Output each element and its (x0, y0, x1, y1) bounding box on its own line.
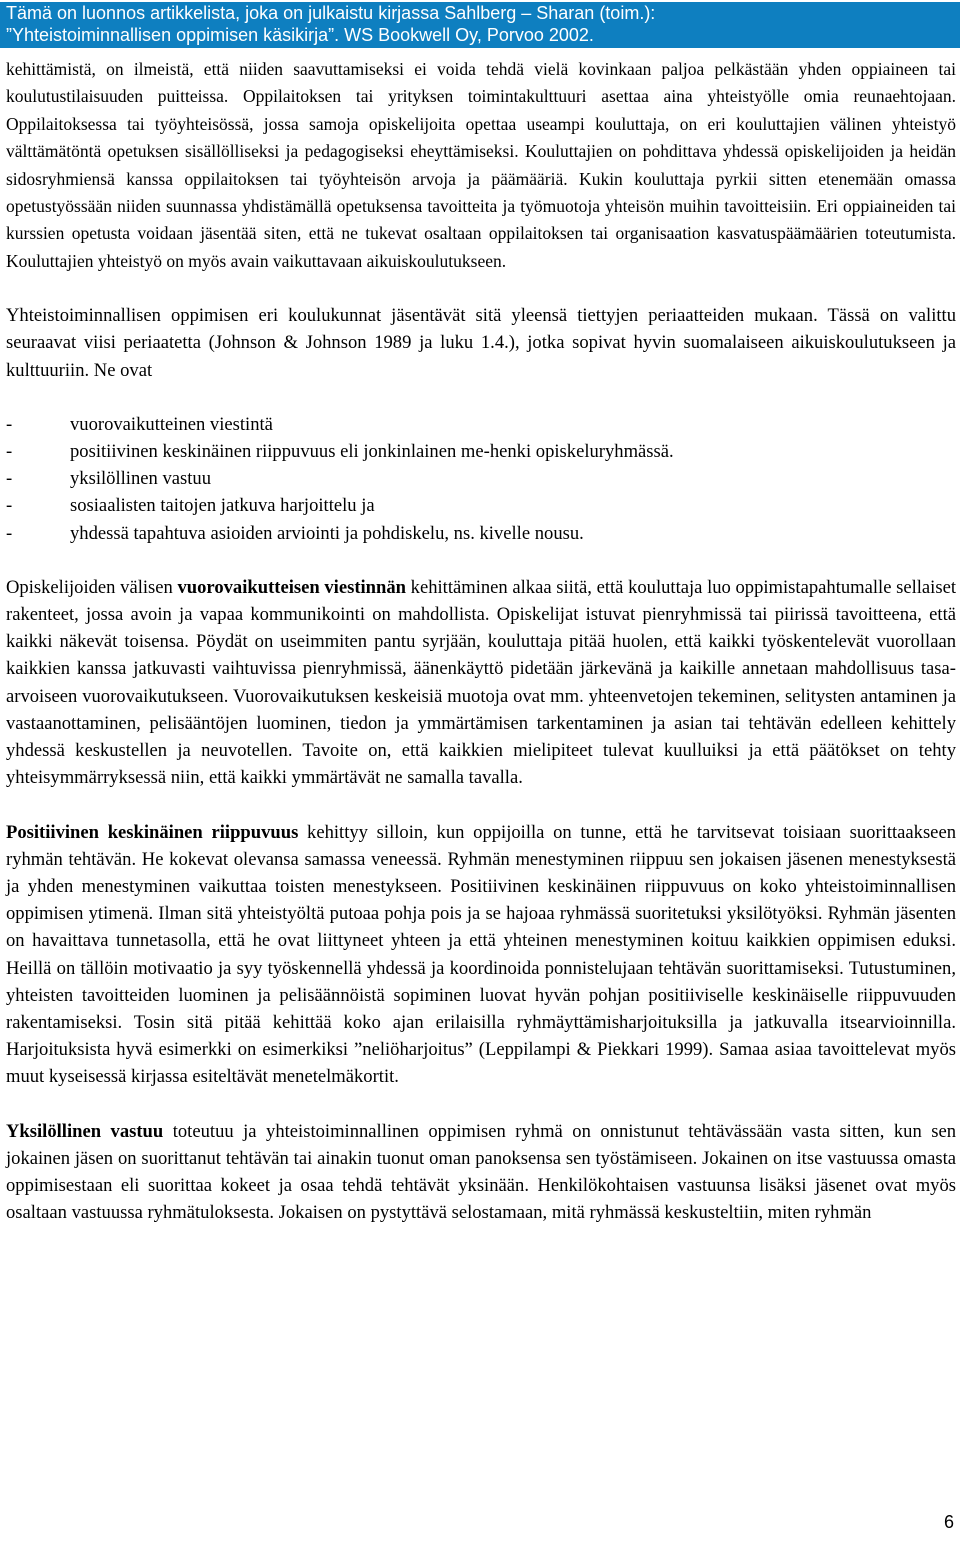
list-dash: - (6, 468, 13, 490)
list-item-text: positiivinen keskinäinen riippuvuus eli jonkinlainen me-henki opiskeluryhmässä. (70, 441, 674, 463)
list-item-text: vuorovaikutteinen viestintä (70, 413, 273, 435)
paragraph-text: kehittyy silloin, kun oppijoilla on tunne, että he tarvitsevat toisiaan suorittaakseen ryhmän tehtävän. He kokevat olevansa samassa veneessä. Ryhmän menestyminen riippuu sen jokaisen jäsenen menestyksestä ja yhden menestyminen vaikuttaa toisten menestykseen. Positiivinen keskinäinen riippuvuus on koko yhteistoiminnallisen oppimisen ytimenä. Ilman sitä yhteistyöltä putoaa pohja pois ja se hajoaa ryhmässä suoritetuksi yksilötyöksi. Ryhmän jäsenten on havaittava tunnetasolla, että he ovat liittyneet yhteen ja että yhteinen menestyminen koituu kaikkien oppimisen eduksi. Heillä on tällöin motivaatio ja syy työskennellä yhdessä ja koordinoida ponnistelujaan tehtävän suorittamiseksi. Tutustuminen, yhteisten tavoitteiden luominen ja pelisäännöistä sopiminen luovat hyvän pohjan positiiviselle keskinäiselle riippuvuuden rakentamiseksi. Tosin sitä pitää kehittää koko ajan erilaisilla ryhmäyttämisharjoituksilla ja jatkuvalla itsearvioinnilla. Harjoituksista hyvä esimerkki on esimerkiksi ”neliöharjoitus” (Leppilampi & Piekkari 1999). Samaa asiaa tavoittelevat myös muut kyseisessä kirjassa esiteltävät menetelmäkortit. (6, 821, 956, 1088)
paragraph-text: kehittäminen alkaa siitä, että kouluttaja luo oppimistapahtumalle sellaiset rakenteet, jossa avoin ja vapaa kommunikointi on mahdollista. Opiskelijat istuvat pienryhmissä tai piirissä tavoitteena, että kaikki näkevät toisensa. Pöydät on useimmiten pantu syrjään, kouluttaja pitää huolen, että kaikki työskentelevät vuorollaan kaikkien kanssa jatkuvasti vaihtuvissa pienryhmissä, äänenkäyttö pidetään järkevänä ja kaikille annetaan mahdollisuus tasa-arvoiseen vuorovaikutukseen. Vuorovaikutuksen keskeisiä muotoja ovat mm. yhteenvetojen tekeminen, selitysten antaminen ja vastaanottaminen, pelisääntöjen luominen, tiedon ja ymmärtämisen tarkentaminen ja asian tai tehtävän edelleen kehittely yhdessä keskustellen ja neuvotellen. Tavoite on, että kaikkien mielipiteet tulevat kuulluiksi ja että päätökset on tehty yhteisymmärryksessä niin, että kaikki ymmärtävät ne samalla tavalla. (6, 576, 957, 789)
list-dash: - (6, 413, 13, 435)
term-communication: vuorovaikutteisen viestinnän (177, 576, 406, 598)
principles-list (6, 411, 956, 547)
paragraph-text: toteutuu ja yhteistoiminnallinen oppimisen ryhmä on onnistunut tehtävässään vasta sitten, kun sen jokainen jäsen on suorittanut tehtävän tai ainakin tuonut oman panoksensa sen työstämiseen. Jokainen on itse vastuussa omasta oppimisestaan eli suorittaa kokeet ja osaa tehdä tehtävät yksinään. Henkilökohtaisen vastuunsa lisäksi jäsenet ovat myös osaltaan vastuussa ryhmätuloksesta. Jokaisen on pystyttävä selostamaan, mitä ryhmässä keskusteltiin, miten ryhmän (6, 1120, 956, 1224)
list-item-text: sosiaalisten taitojen jatkuva harjoittelu ja (70, 495, 375, 517)
list-item-text: yksilöllinen vastuu (70, 468, 211, 490)
list-dash: - (6, 522, 13, 544)
paragraph-accountability (6, 1118, 956, 1227)
paragraph-principles-intro: Yhteistoiminnallisen oppimisen eri koulukunnat jäsentävät sitä yleensä tiettyjen periaatteiden mukaan. Tässä on valittu seuraavat viisi periaatetta (Johnson & Johnson 1989 ja luku 1.4.), jotka sopivat hyvin suomalaiseen aikuiskoulutukseen ja kulttuuriin. Ne ovat (6, 305, 956, 381)
paragraph-lead: Opiskelijoiden välisen (6, 576, 178, 598)
list-item (6, 492, 956, 519)
header-line-2: ”Yhteistoiminnallisen oppimisen käsikirja”. WS Bookwell Oy, Porvoo 2002. (6, 25, 594, 45)
paragraph-interdependence (6, 819, 956, 1091)
list-dash: - (6, 441, 13, 463)
list-item (6, 520, 956, 547)
document-body (6, 56, 956, 1226)
term-interdependence: Positiivinen keskinäinen riippuvuus (6, 821, 299, 843)
draft-notice-header (0, 2, 960, 48)
list-dash: - (6, 495, 13, 517)
list-item (6, 465, 956, 492)
list-item (6, 411, 956, 438)
paragraph-communication (6, 574, 956, 792)
list-item (6, 438, 956, 465)
header-line-1: Tämä on luonnos artikkelista, joka on julkaistu kirjassa Sahlberg – Sharan (toim.): (6, 3, 656, 23)
paragraph-collaboration: kehittämistä, on ilmeistä, että niiden saavuttamiseksi ei voida tehdä vielä kovinkaan paljoa pelkästään yhden oppiaineen tai koulutustilaisuuden puitteissa. Oppilaitoksen tai yrityksen toimintakulttuuri asettaa aina yhteistyölle omia reunaehtojaan. Oppilaitoksessa tai työyhteisössä, jossa samoja opiskelijoita opettaa useampi kouluttaja, on eri kouluttajien välinen yhteistyö välttämätöntä opetuksen sisällölliseksi ja pedagogiseksi eheyttämiseksi. Kouluttajien on pohdittava yhdessä opiskelijoiden ja heidän sidosryhmiensä kanssa oppilaitoksen tai työyhteisön arvoja ja päämääriä. Kukin kouluttaja pyrkii sitten etenemään omassa opetustyössään niiden suunnassa yhdistämällä opetuksensa tavoitteita ja työmuotoja yhteisön muihin tavoitteisiin. Eri oppiaineiden tai kurssien opetusta voidaan jäsentää siten, että ne tukevat osaltaan oppilaitoksen tai organisaation kasvatuspäämäärien toteutumista. Kouluttajien yhteistyö on myös avain vaikuttavaan aikuiskoulutukseen. (6, 59, 956, 271)
list-item-text: yhdessä tapahtuva asioiden arviointi ja pohdiskelu, ns. kivelle nousu. (70, 522, 584, 544)
term-accountability: Yksilöllinen vastuu (6, 1120, 164, 1142)
page-number: 6 (943, 1512, 954, 1532)
